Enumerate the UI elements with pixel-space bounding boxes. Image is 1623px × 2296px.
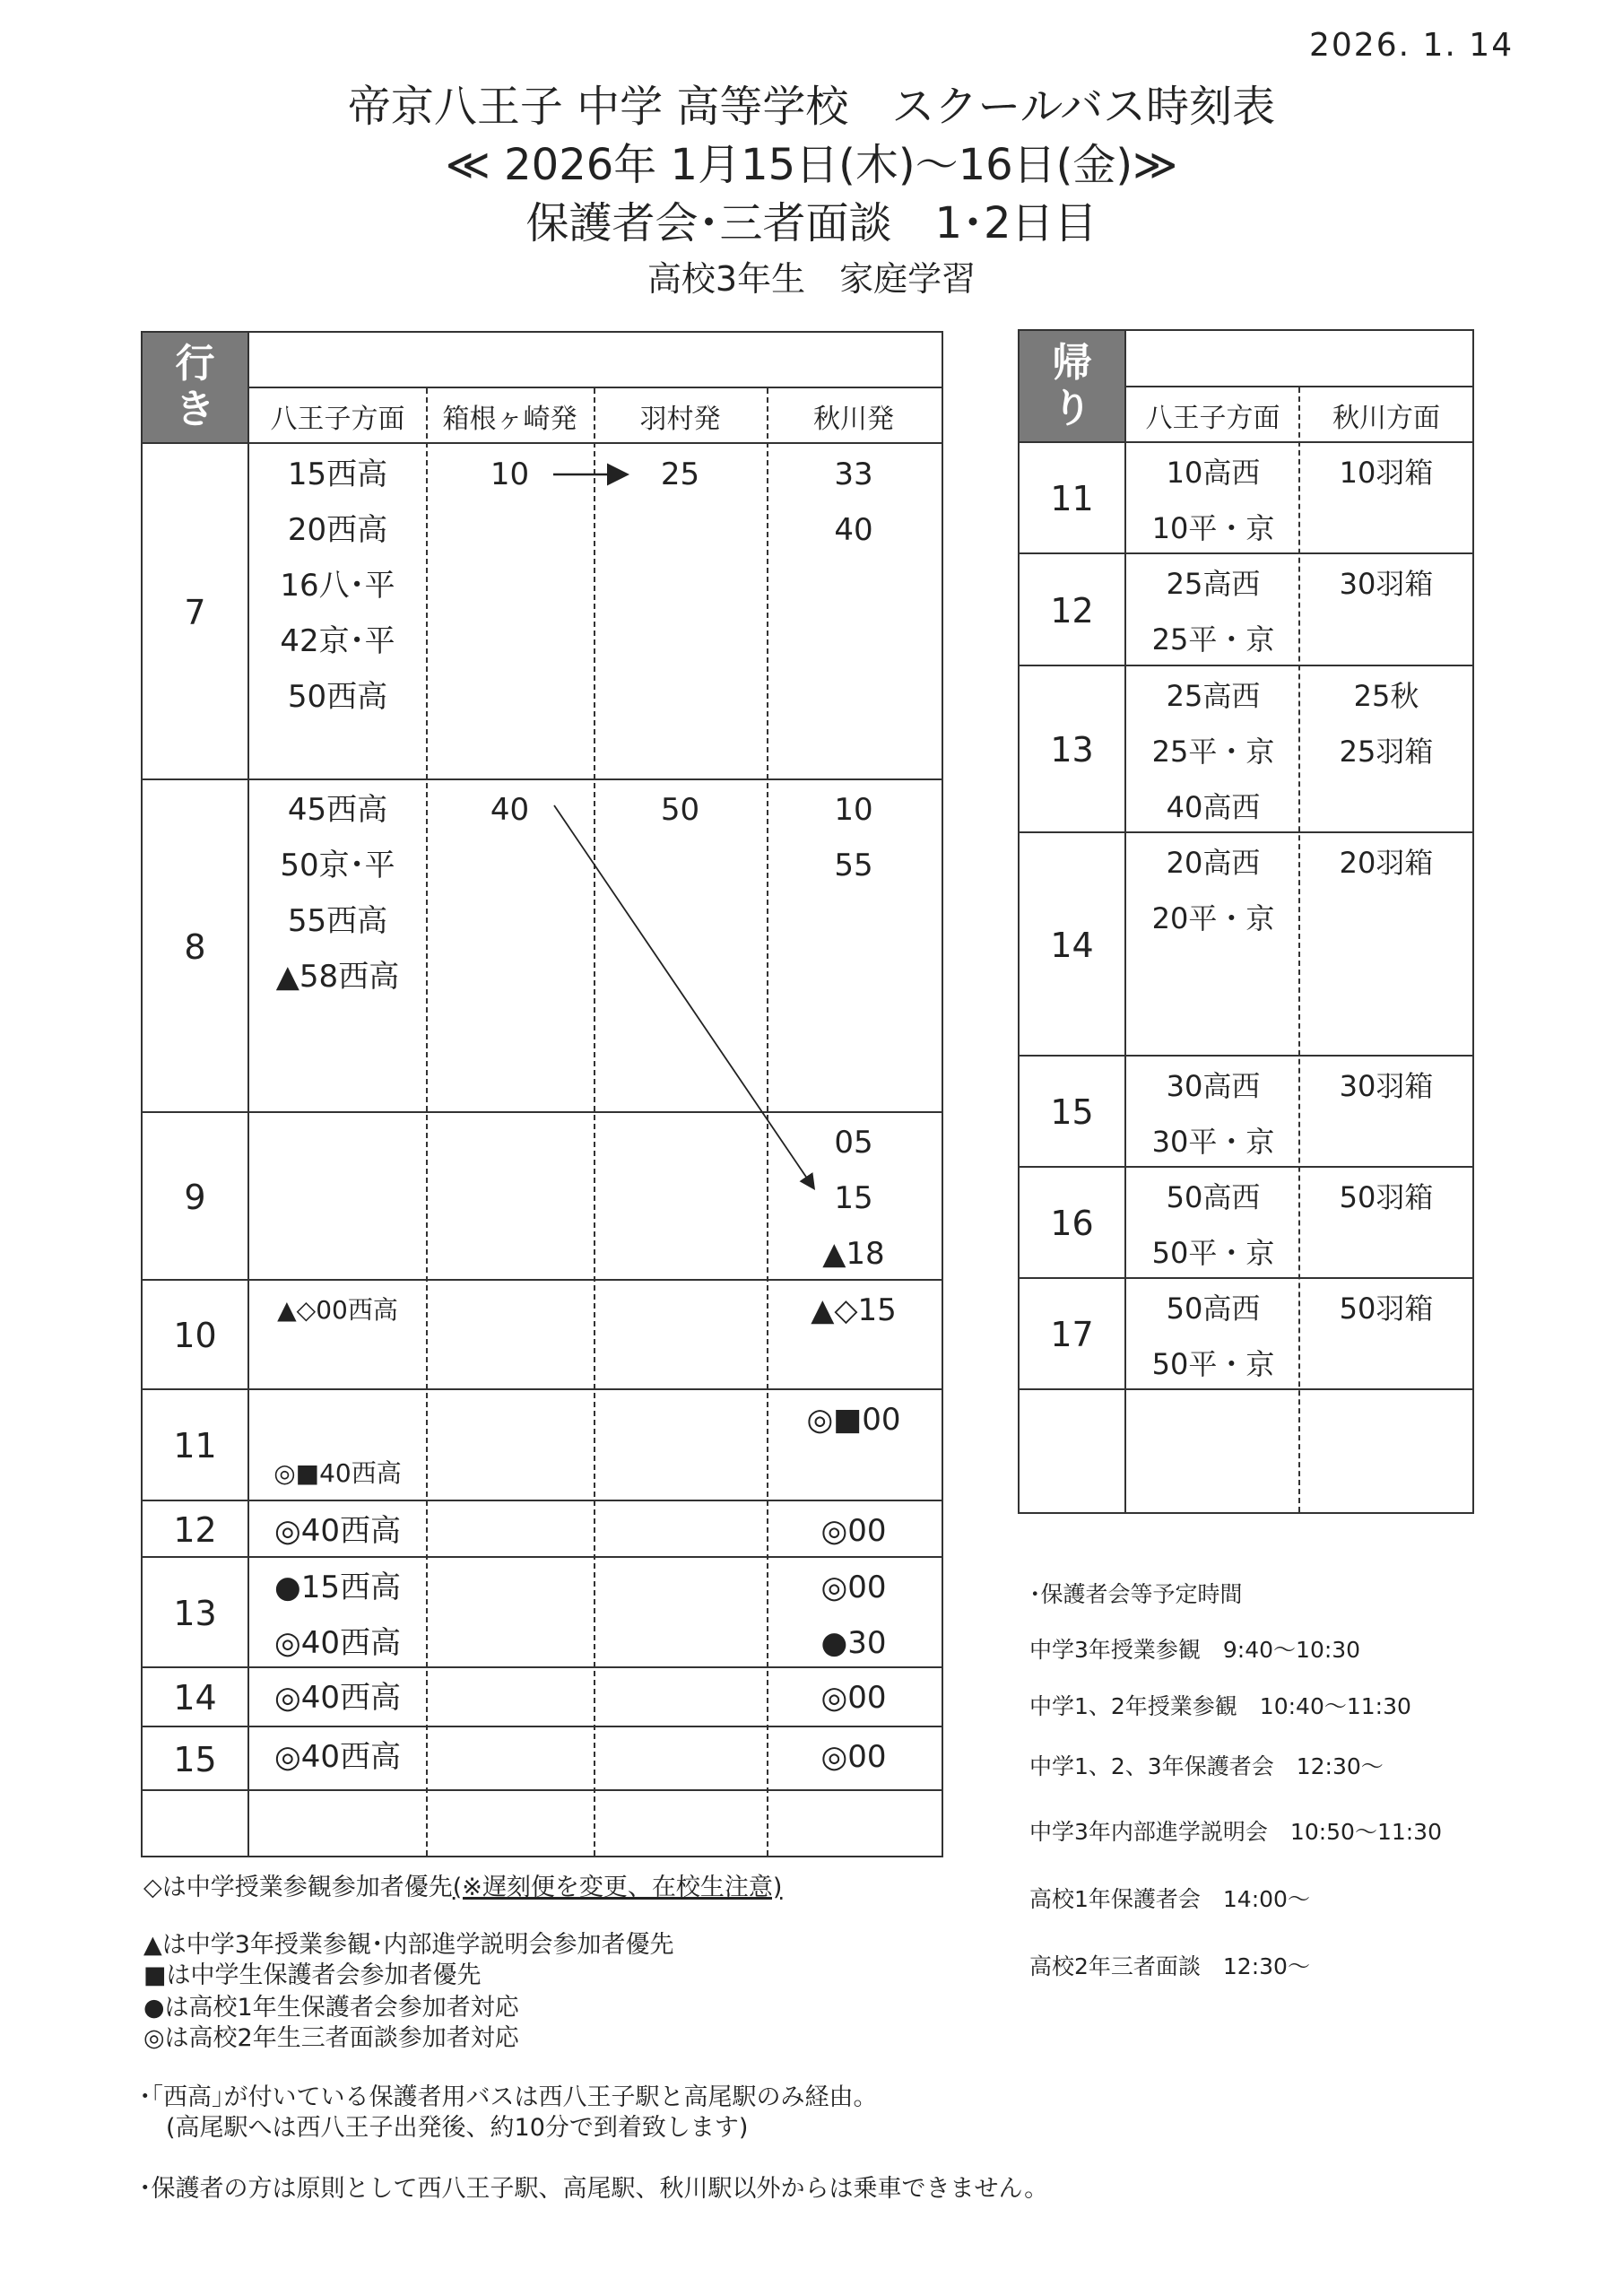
- departure-time: 20羽箱: [1339, 846, 1434, 880]
- cell-hachioji: [1126, 835, 1300, 946]
- departure-time: 25: [660, 457, 700, 492]
- inbound-table: [1018, 329, 1474, 1514]
- legend-diamond-text: ◇は中学授業参観参加者優先: [143, 1874, 453, 1901]
- departure-time: ◎40西高: [274, 1625, 401, 1661]
- date-range: ≪ 2026年 1月15日(木)～16日(金)≫: [445, 140, 1178, 190]
- departure-time: 16八･平: [280, 568, 395, 604]
- page-title: 帝京八王子 中学 高等学校 スクールバス時刻表: [347, 82, 1276, 132]
- departure-time: ▲◇00西高: [277, 1295, 398, 1325]
- outbound-col-hamura: 羽村発: [639, 404, 721, 435]
- departure-time: 10羽箱: [1339, 456, 1434, 490]
- cell-akigawa: [1300, 445, 1472, 500]
- hour-label: 16: [1050, 1204, 1094, 1243]
- remark-boarding-rule: ･保護者の方は原則として西八王子駅、高尾駅、秋川駅以外からは乗車できません。: [139, 2175, 1049, 2203]
- departure-time: 50平・京: [1151, 1236, 1275, 1270]
- schedule-item: 中学1、2年授業参観 10:40～11:30: [1029, 1693, 1411, 1719]
- cell-hachioji: [1126, 668, 1300, 835]
- departure-time: 10: [490, 457, 530, 492]
- departure-time: 30羽箱: [1339, 1069, 1434, 1103]
- remark-takao-arrival: (高尾駅へは西八王子出発後、約10分で到着致します): [166, 2114, 749, 2142]
- inbound-col-akigawa: 秋川方面: [1332, 403, 1440, 434]
- schedule-item: 高校1年保護者会 14:00～: [1029, 1886, 1310, 1912]
- sub-note: 高校3年生 家庭学習: [647, 259, 976, 299]
- departure-time: 30高西: [1166, 1069, 1261, 1103]
- remark-nishitaka: ･｢西高｣が付いている保護者用バスは西八王子駅と高尾駅のみ経由。: [139, 2083, 878, 2111]
- departure-time: 50高西: [1166, 1180, 1261, 1214]
- schedule-heading: ･保護者会等予定時間: [1029, 1581, 1243, 1607]
- departure-time: ◎40西高: [274, 1513, 401, 1549]
- departure-time: 50高西: [1166, 1292, 1261, 1326]
- cell-hachioji: [1126, 445, 1300, 556]
- departure-time: 10高西: [1166, 456, 1261, 490]
- outbound-col-hachioji: 八王子方面: [270, 404, 405, 435]
- departure-time: 50羽箱: [1339, 1292, 1434, 1326]
- cell-hachioji: [1126, 1170, 1300, 1281]
- hour-label: 13: [1050, 730, 1094, 770]
- cell-akigawa: [1300, 1281, 1472, 1336]
- outbound-tag-char: 行: [175, 341, 215, 387]
- legend-triangle: ▲は中学3年授業参観･内部進学説明会参加者優先: [143, 1931, 674, 1959]
- departure-time: 10平・京: [1151, 511, 1275, 545]
- hour-label: 15: [173, 1739, 217, 1779]
- cell-hachioji: [1126, 1058, 1300, 1170]
- inbound-tag-char: 帰: [1052, 339, 1092, 386]
- departure-time: 25高西: [1166, 679, 1261, 713]
- departure-time: ◎00: [820, 1680, 887, 1716]
- departure-time: ●30: [820, 1625, 887, 1661]
- schedule-item: 中学3年内部進学説明会 10:50～11:30: [1029, 1819, 1442, 1845]
- departure-time: 25秋: [1353, 679, 1419, 713]
- cell-akigawa: [1300, 835, 1472, 891]
- legend-square: ■は中学生保護者会参加者優先: [143, 1961, 482, 1989]
- departure-time: 50京･平: [280, 848, 395, 883]
- hour-label: 11: [1050, 479, 1094, 518]
- hour-label: 11: [173, 1426, 217, 1465]
- inbound-col-hachioji: 八王子方面: [1145, 403, 1280, 434]
- departure-time: 33: [834, 457, 873, 492]
- departure-time: 50羽箱: [1339, 1180, 1434, 1214]
- outbound-table: [141, 331, 943, 1857]
- departure-time: ●15西高: [274, 1570, 401, 1605]
- departure-time: 20高西: [1166, 846, 1261, 880]
- departure-time: 42京･平: [280, 623, 395, 659]
- departure-time: 20平・京: [1151, 901, 1275, 935]
- schedule-item: 高校2年三者面談 12:30～: [1029, 1953, 1310, 1979]
- outbound-tag-char: き: [175, 387, 215, 432]
- legend-diamond-warning: (※遅刻便を変更、在校生注意): [452, 1874, 783, 1901]
- departure-time: 45西高: [287, 792, 388, 828]
- hour-label: 14: [173, 1678, 217, 1718]
- inbound-tag-char: り: [1052, 385, 1092, 431]
- legend-diamond: [143, 1873, 782, 1903]
- departure-time: ◎40西高: [274, 1680, 401, 1716]
- hour-label: 13: [173, 1593, 217, 1633]
- departure-time: ◎40西高: [274, 1739, 401, 1775]
- issue-date: 2026. 1. 14: [1309, 27, 1515, 64]
- legend-circle: ●は高校1年生保護者会参加者対応: [143, 1994, 519, 2022]
- hour-label: 17: [1050, 1315, 1094, 1354]
- legend-double-circle: ◎は高校2年生三者面談参加者対応: [143, 2024, 519, 2052]
- departure-time: 50西高: [287, 679, 388, 715]
- departure-time: ◎00: [820, 1739, 887, 1775]
- departure-time: 20西高: [287, 512, 388, 548]
- departure-time: 50: [660, 792, 700, 828]
- departure-time: 25平・京: [1151, 622, 1275, 657]
- hour-label: [1020, 1390, 1124, 1514]
- hour-label: 7: [184, 593, 206, 632]
- departure-time: ▲◇15: [811, 1292, 897, 1328]
- outbound-col-akigawa: 秋川発: [813, 404, 894, 435]
- schedule-item: 中学3年授業参観 9:40～10:30: [1029, 1637, 1361, 1663]
- departure-time: 30平・京: [1151, 1125, 1275, 1159]
- departure-time: 55西高: [287, 903, 388, 939]
- cell-akigawa: [1300, 556, 1472, 612]
- departure-time: 30羽箱: [1339, 567, 1434, 601]
- hour-label: 14: [1050, 925, 1094, 965]
- departure-time: 55: [834, 848, 873, 883]
- departure-time: ▲58西高: [275, 959, 400, 995]
- departure-time: ◎■40西高: [273, 1458, 402, 1488]
- departure-time: 10: [834, 792, 873, 828]
- cell-akigawa: [1300, 1058, 1472, 1114]
- hour-label: 12: [173, 1509, 217, 1550]
- departure-time: ▲18: [822, 1236, 885, 1272]
- departure-time: ◎00: [820, 1513, 887, 1549]
- hour-label: 9: [184, 1177, 206, 1217]
- cell-hachioji: [1126, 1281, 1300, 1392]
- cell-akigawa: [1300, 1170, 1472, 1225]
- hour-label: 8: [184, 926, 206, 967]
- departure-time: 05: [834, 1125, 873, 1161]
- cell-akigawa: [1300, 668, 1472, 779]
- cell-hachioji: [1126, 556, 1300, 667]
- departure-time: 25羽箱: [1339, 735, 1434, 769]
- event-title: 保護者会･三者面談 1･2日目: [525, 198, 1098, 248]
- departure-time: ◎00: [820, 1570, 887, 1605]
- hour-label: 10: [173, 1316, 217, 1355]
- inbound-tag: [1020, 331, 1124, 441]
- transfer-arrows: [141, 331, 943, 1857]
- schedule-item: 中学1、2、3年保護者会 12:30～: [1029, 1753, 1384, 1779]
- outbound-col-hakonegasaki: 箱根ヶ崎発: [442, 404, 577, 435]
- hour-label: 12: [1050, 590, 1094, 631]
- departure-time: 15西高: [287, 457, 388, 492]
- departure-time: ◎■00: [806, 1402, 901, 1438]
- departure-time: 25平・京: [1151, 735, 1275, 769]
- hour-label: 15: [1050, 1092, 1094, 1132]
- departure-time: 50平・京: [1151, 1347, 1275, 1381]
- departure-time: 25高西: [1166, 567, 1261, 601]
- transfer-arrow-8: [554, 805, 813, 1187]
- departure-time: 40高西: [1166, 790, 1261, 824]
- departure-time: 40: [490, 792, 530, 828]
- departure-time: 15: [834, 1180, 873, 1216]
- departure-time: 40: [834, 512, 873, 548]
